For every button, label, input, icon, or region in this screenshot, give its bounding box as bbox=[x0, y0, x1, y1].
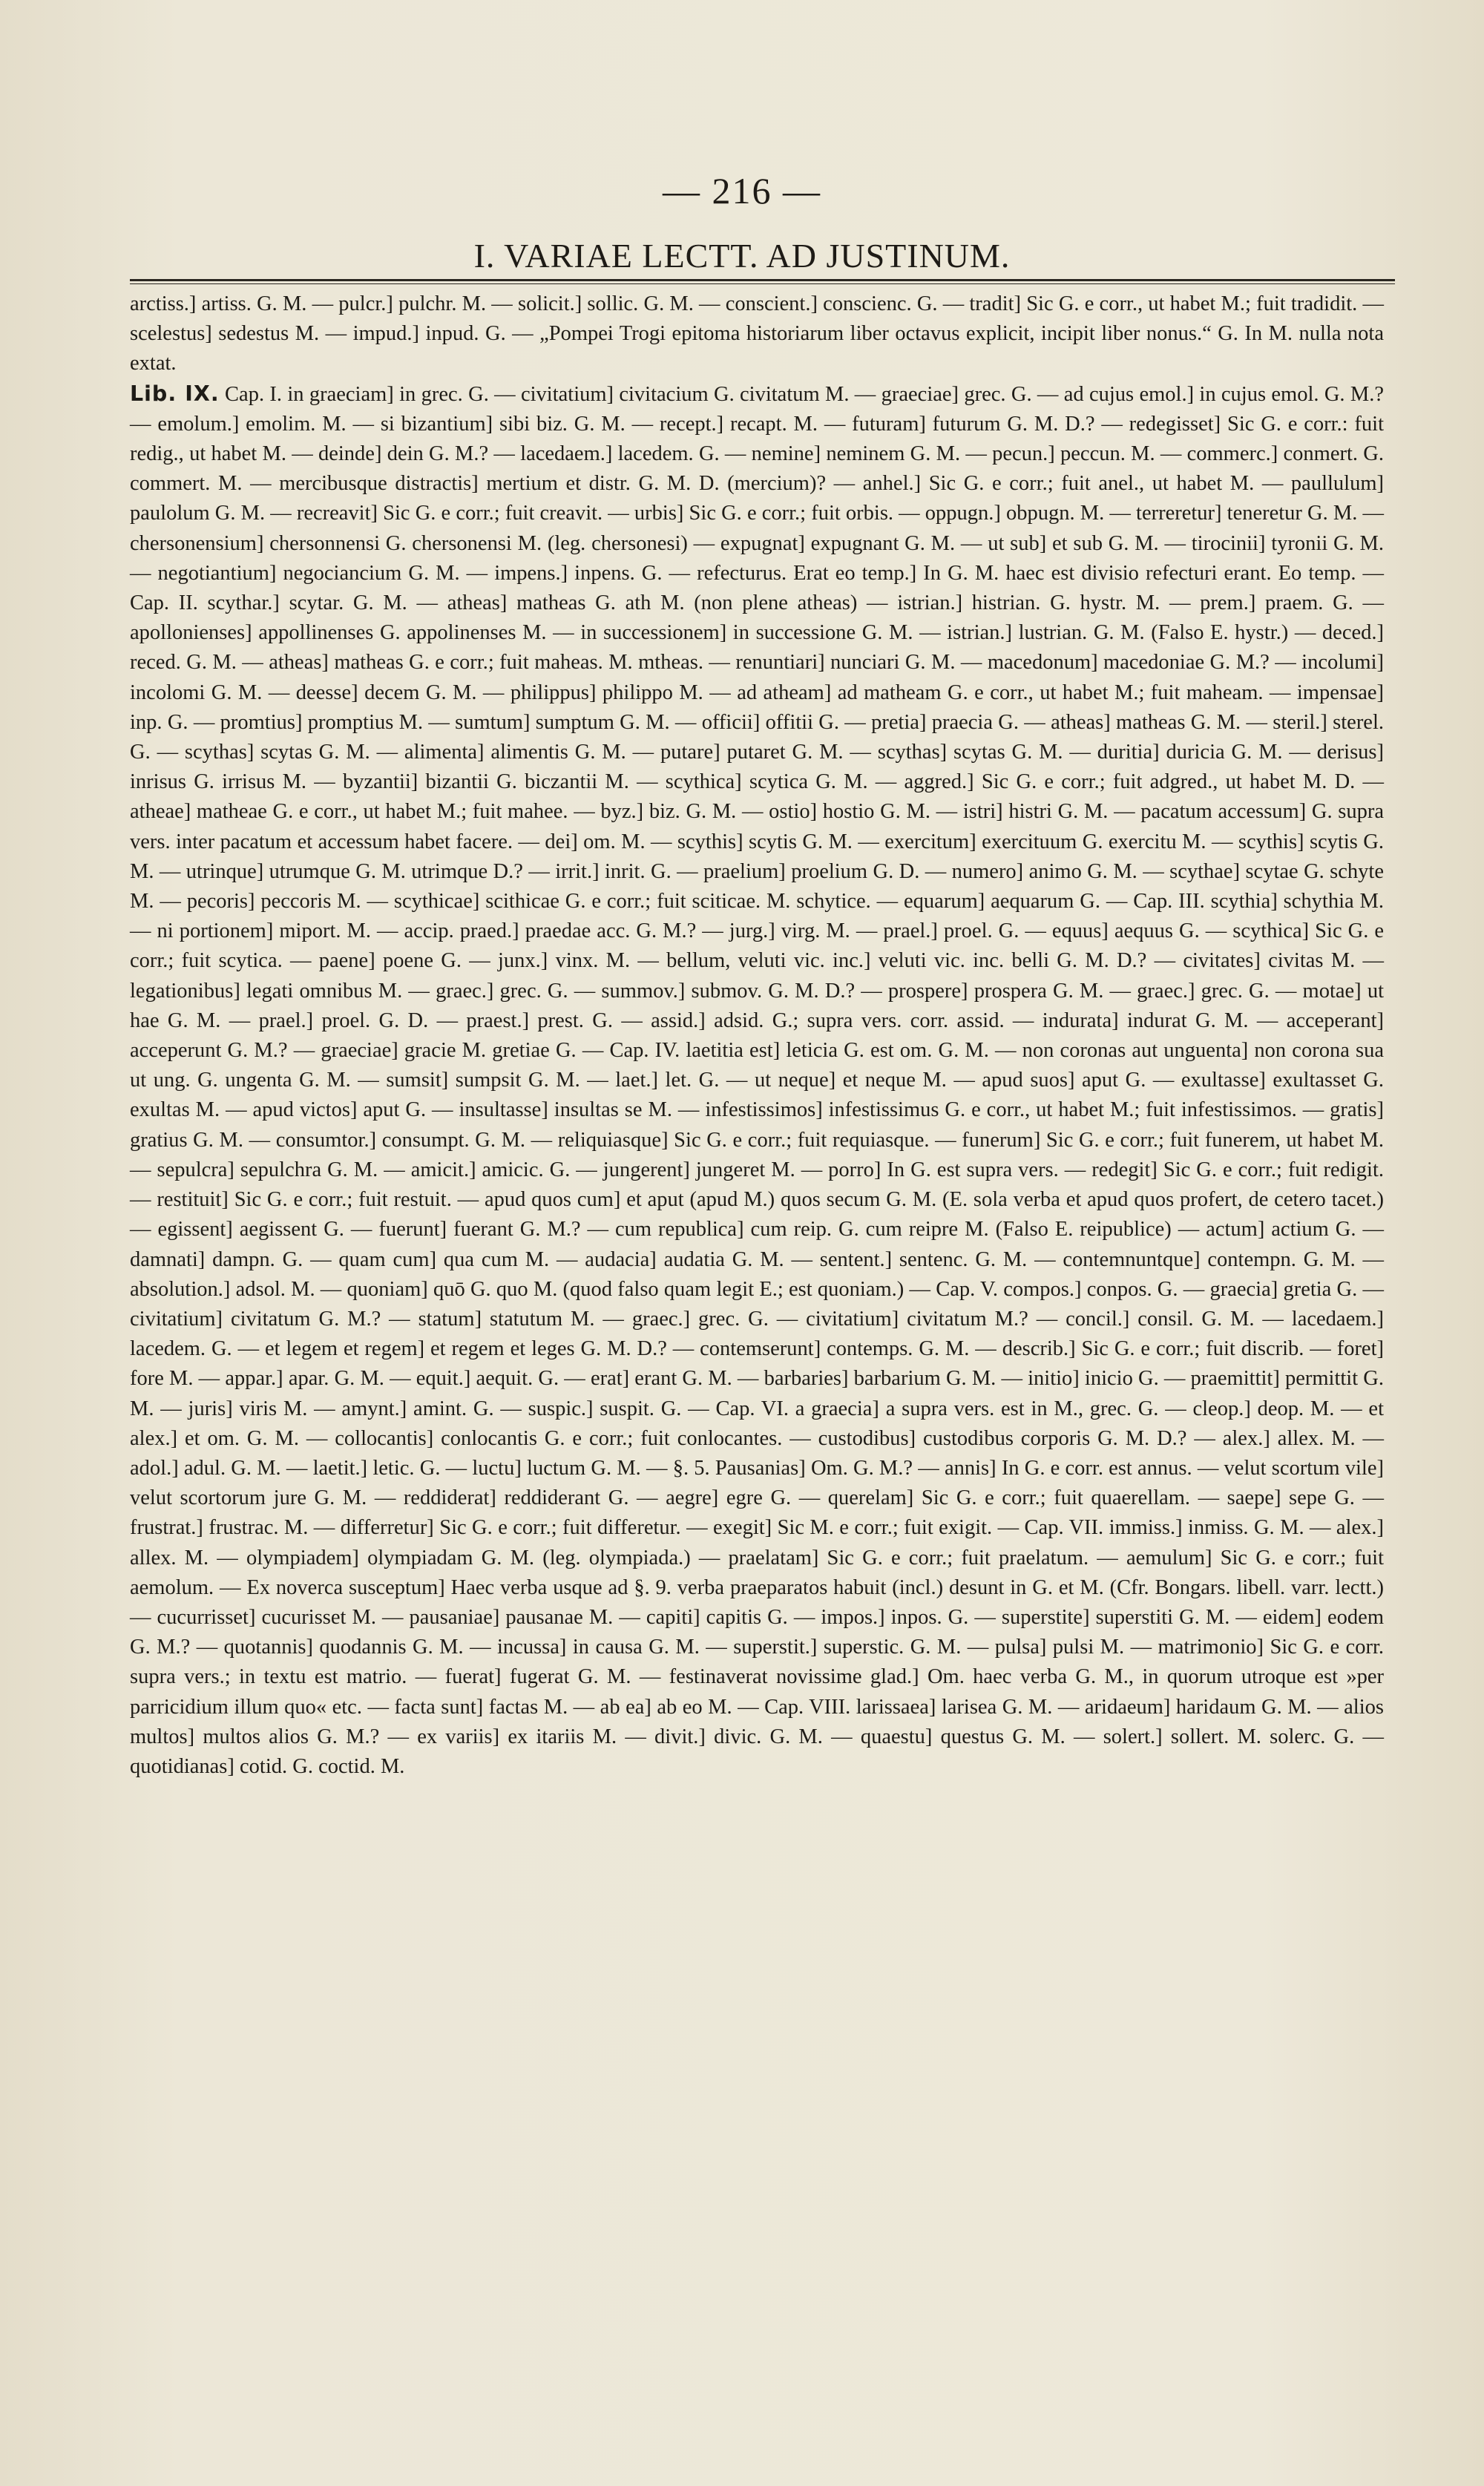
paragraph-book-9 bbox=[130, 379, 1384, 1782]
paragraph-book-8-end: arctiss.] artiss. G. M. — pulcr.] pulchr. M. — solicit.] sollic. G. M. — conscient.] conscienc. G. — tradit] Sic G. e corr., ut habet M.; fuit tradidit. — scelestus] sedestus M. — impud.] inpud. G. — „Pompei Trogi epitoma historiarum liber octavus explicit, incipit liber nonus.“ G. In M. nulla nota extat. bbox=[130, 292, 1384, 375]
page-number: — 216 — bbox=[663, 170, 821, 211]
running-title: I. VARIAE LECTT. AD JUSTINUM. bbox=[473, 237, 1011, 275]
apparatus-text bbox=[130, 289, 1384, 1782]
header-rule bbox=[130, 279, 1395, 284]
book-marker: Lib. IX. bbox=[130, 381, 220, 406]
book-9-text: Cap. I. in graeciam] in grec. G. — civitatium] civitacium G. civitatum M. — graeciae] grec. G. — ad cujus emol.] in cujus emol. G. M.? — emolum.] emolim. M. — si bizantium] sibi biz. G. M. — recept.] recapt. M. — futuram] futurum G. M. D.? — redegisset] Sic G. e corr.: fuit redig., ut habet M. — deinde] dein G. M.? — lacedaem.] lacedem. G. — nemine] neminem G. M. — pecun.] peccun. M. — commerc.] conmert. G. commert. M. — mercibusque distractis] mertium et distr. G. M. D. (mercium)? — anhel.] Sic G. e corr.; fuit anel., ut habet M. — paullulum] paulolum G. M. — recreavit] Sic G. e corr.; fuit creavit. — urbis] Sic G. e corr.; fuit orbis. — oppugn.] obpugn. M. — terreretur] teneretur G. M. — chersonensium] chersonnensi G. chersonensi M. (leg. chersonesi) — expugnat] expugnant G. M. — ut sub] et sub G. M. — tirocinii] tyronii G. M. — negotiantium] negociancium G. M. — impens.] inpens. G. — refecturus. Erat eo temp.] In G. M. haec est divisio refecturi erant. Eo temp. — Cap. II. scythar.] scytar. G. M. — atheas] matheas G. ath M. (non plene atheas) — istrian.] histrian. G. hystr. M. — prem.] praem. G. — apollonienses] appollinenses G. appolinenses M. — in successionem] in successione G. M. — istrian.] lustrian. G. M. (Falso E. hystr.) — deced.] reced. G. M. — atheas] matheas G. e corr.; fuit maheas. M. mtheas. — renuntiari] nunciari G. M. — macedonum] macedoniae G. M.? — incolumi] incolomi G. M. — deesse] decem G. M. — philippus] philippo M. — ad atheam] ad matheam G. e corr., ut habet M.; fuit maheam. — impensae] inp. G. — promtius] promptius M. — sumtum] sumptum G. M. — officii] offitii G. — pretia] praecia G. — atheas] matheas G. M. — steril.] sterel. G. — scythas] scytas G. M. — alimenta] alimentis G. M. — putare] putaret G. M. — scythas] scytas G. M. — duritia] duricia G. M. — derisus] inrisus G. irrisus M. — byzantii] bizantii G. biczantii M. — scythica] scytica G. M. — aggred.] Sic G. e corr.; fuit adgred., ut habet M. D. — atheae] matheae G. e corr., ut habet M.; fuit mahee. — byz.] biz. G. M. — ostio] hostio G. M. — istri] histri G. M. — pacatum accessum] G. supra vers. inter pacatum et accessum habet facere. — dei] om. M. — scythis] scytis G. M. — exercitum] exercituum G. exercitu M. — scythis] scytis G. M. — utrinque] utrumque G. M. utrimque D.? — irrit.] inrit. G. — praelium] proelium G. D. — numero] animo G. M. — scythae] scytae G. schyte M. — pecoris] peccoris M. — scythicae] scithicae G. e corr.; fuit sciticae. M. schytice. — equarum] aequarum G. — Cap. III. scythia] schythia M. — ni portionem] miport. M. — accip. praed.] praedae acc. G. M.? — jurg.] virg. M. — prael.] proel. G. — equus] aequus G. — scythica] Sic G. e corr.; fuit scytica. — paene] poene G. — junx.] vinx. M. — bellum, veluti vic. inc.] veluti vic. inc. belli G. M. D.? — civitates] civitas M. — legationibus] legati omnibus M. — graec.] grec. G. — summov.] submov. G. M. D.? — prospere] prospera G. M. — graec.] grec. G. — motae] ut hae G. M. — prael.] proel. G. D. — praest.] prest. G. — assid.] adsid. G.; supra vers. corr. assid. — indurata] indurat G. M. — acceperant] acceperunt G. M.? — graeciae] gracie M. gretiae G. — Cap. IV. laetitia est] leticia G. est om. G. M. — non coronas aut unguenta] non corona sua ut ung. G. ungenta G. M. — sumsit] sumpsit G. M. — laet.] let. G. — ut neque] et neque M. — apud suos] aput G. — exultasse] exultasset G. exultas M. — apud victos] aput G. — insultasse] insultas se M. — infestissimos] infestissimus G. e corr., ut habet M.; fuit infestissimos. — gratis] gratius G. M. — consumtor.] consumpt. G. M. — reliquiasque] Sic G. e corr.; fuit requiasque. — funerum] Sic G. e corr.; fuit funerem, ut habet M. — sepulcra] sepulchra G. M. — amicit.] amicic. G. — jungerent] jungeret M. — porro] In G. est supra vers. — redegit] Sic G. e corr.; fuit redigit. — restituit] Sic G. e corr.; fuit restuit. — apud quos cum] et aput (apud M.) quos secum G. M. (E. sola verba et apud quos profert, de cetero tacet.) — egissent] aegissent G. — fuerunt] fuerant G. M.? — cum republica] cum reip. G. cum reipre M. (Falso E. reipublice) — actum] actium G. — damnati] dampn. G. — quam cum] qua cum M. — audacia] audatia G. M. — sentent.] sentenc. G. M. — contemnuntque] contempn. G. M. — absolution.] adsol. M. — quoniam] quō G. quo M. (quod falso quam legit E.; est quoniam.) — Cap. V. compos.] conpos. G. — graecia] gretia G. — civitatium] civitatum G. M.? — statum] statutum M. — graec.] grec. G. — civitatium] civitatum M.? — concil.] consil. G. M. — lacedaem.] lacedem. G. — et legem et regem] et regem et leges G. M. D.? — contemserunt] contemps. G. M. — describ.] Sic G. e corr.; fuit discrib. — foret] fore M. — appar.] apar. G. M. — equit.] aequit. G. — erat] erant G. M. — barbaries] barbarium G. M. — initio] inicio G. — praemittit] permittit G. M. — juris] viris M. — amynt.] amint. G. — suspic.] suspit. G. — Cap. VI. a graecia] a supra vers. est in M., grec. G. — cleop.] deop. M. — et alex.] et om. G. M. — collocantis] conlocantis G. e corr.; fuit conlocantes. — custodibus] custodibus corporis G. M. D.? — alex.] allex. M. — adol.] adul. G. M. — laetit.] letic. G. — luctu] luctum G. M. — §. 5. Pausanias] Om. G. M.? — annis] In G. e corr. est annus. — velut scortum vile] velut scortorum jure G. M. — reddiderat] reddiderant G. — aegre] egre G. — querelam] Sic G. e corr.; fuit quaerellam. — saepe] sepe G. — frustrat.] frustrac. M. — differretur] Sic G. e corr.; fuit differetur. — exegit] Sic M. e corr.; fuit exigit. — Cap. VII. immiss.] inmiss. G. M. — alex.] allex. M. — olympiadem] olympiadam G. M. (leg. olympiada.) — praelatam] Sic G. e corr.; fuit praelatum. — aemulum] Sic G. e corr.; fuit aemolum. — Ex noverca susceptum] Haec verba usque ad §. 9. verba praeparatos habuit (incl.) desunt in G. et M. (Cfr. Bongars. libell. varr. lectt.) — cucurrisset] cucurisset M. — pausaniae] pausanae M. — capiti] capitis G. — impos.] inpos. G. — superstite] superstiti G. M. — eidem] eodem G. M.? — quotannis] quodannis G. M. — incussa] in causa G. M. — superstit.] superstic. G. M. — pulsa] pulsi M. — matrimonio] Sic G. e corr. supra vers.; in textu est matrio. — fuerat] fugerat G. M. — festinaverat novissime glad.] Om. haec verba G. M., in quorum utroque est »per parricidium illum quo« etc. — facta sunt] factas M. — ab ea] ab eo M. — Cap. VIII. larissaea] larisea G. M. — aridaeum] haridaum G. M. — alios multos] multos alios G. M.? — ex variis] ex itariis M. — divit.] divic. G. M. — quaestu] questus G. M. — solert.] sollert. M. solerc. G. — quotidianas] cotid. G. coctid. M. bbox=[130, 382, 1385, 1778]
